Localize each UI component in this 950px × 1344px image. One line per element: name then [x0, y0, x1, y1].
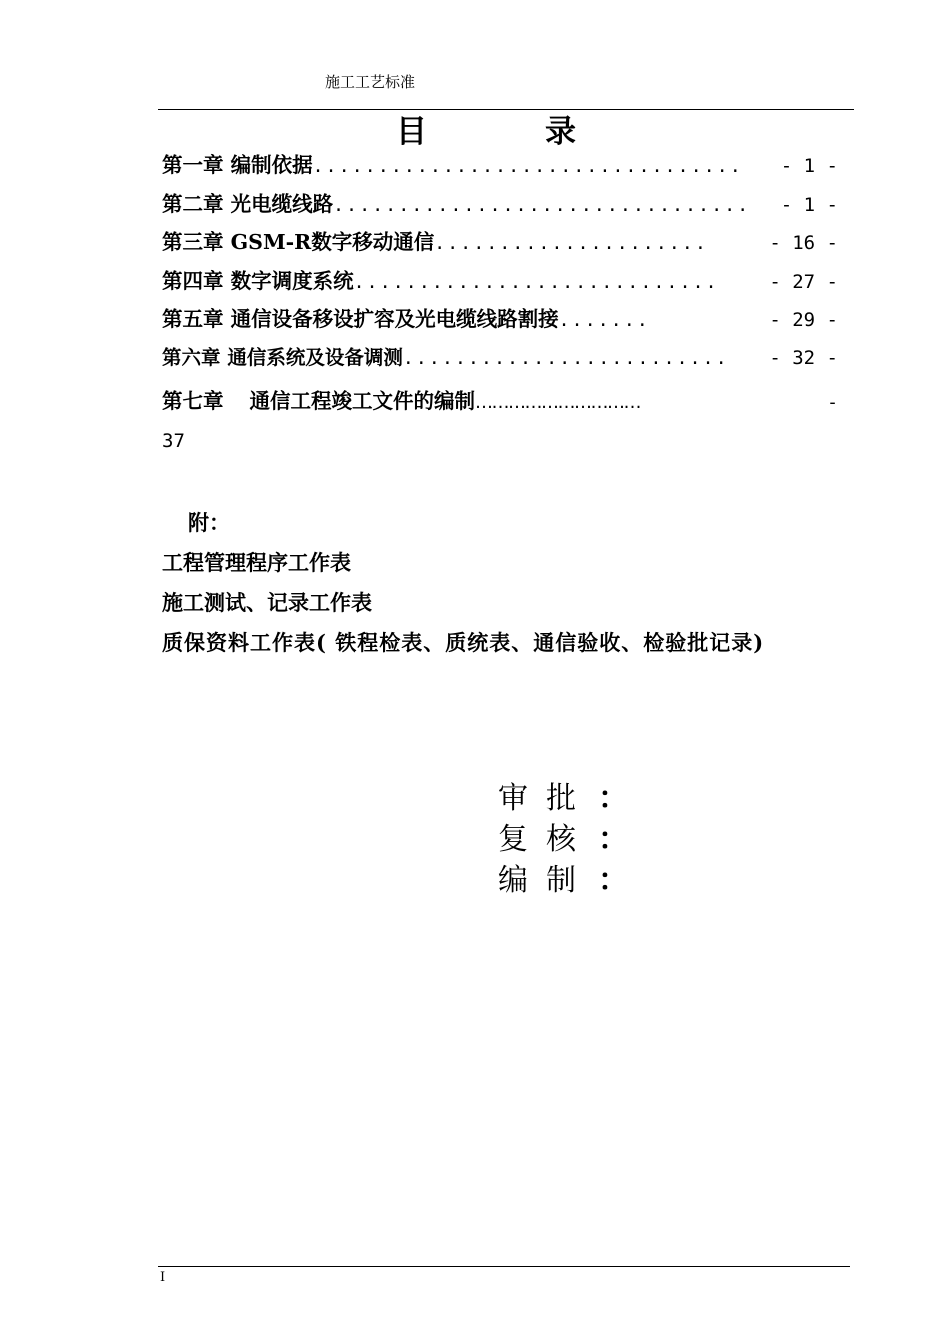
toc-page-number: - 29 -	[769, 309, 838, 332]
toc-chapter: 第五章	[162, 307, 224, 332]
footer-rule	[158, 1266, 850, 1267]
signoff-block	[498, 778, 628, 901]
toc-entry-label	[162, 382, 475, 420]
toc-entry-label	[162, 146, 313, 185]
toc-chapter: 第二章	[162, 191, 224, 216]
toc-entry-6[interactable]	[162, 339, 838, 378]
toc-chapter: 第六章	[162, 345, 221, 369]
signoff-colon: ：	[598, 781, 628, 816]
signoff-label: 编制	[498, 863, 594, 898]
toc-entry-7[interactable]	[162, 382, 838, 460]
toc-entry-1[interactable]	[162, 146, 838, 185]
toc-leader: ............................	[353, 271, 719, 293]
signoff-colon: ：	[598, 822, 628, 857]
toc-entry-label	[162, 223, 434, 262]
toc-leader: …………………………	[475, 392, 640, 413]
toc-page-number: - 16 -	[769, 232, 838, 255]
toc-chapter-title: 通信系统及设备调测	[227, 345, 403, 369]
toc-page-number: - 1 -	[780, 155, 838, 177]
toc-entry-5[interactable]	[162, 300, 838, 339]
running-header: 施工工艺标准	[325, 73, 416, 91]
toc-chapter: 第七章	[162, 389, 224, 413]
toc-entry-4[interactable]	[162, 262, 838, 301]
signoff-approve	[498, 778, 628, 819]
toc-page-dash: -	[827, 392, 838, 413]
toc-list	[162, 146, 838, 378]
signoff-colon: ：	[598, 863, 628, 898]
appendix-section	[162, 503, 852, 663]
toc-chapter-title: 通信设备移设扩容及光电缆线路割接	[230, 307, 559, 332]
toc-chapter-title: 光电缆线路	[230, 191, 334, 216]
toc-entry-2[interactable]	[162, 185, 838, 224]
toc-chapter-title: 编制依据	[230, 153, 313, 177]
toc-entry-label	[162, 339, 403, 378]
toc-chapter: 第一章	[162, 153, 224, 177]
toc-chapter: 第三章	[162, 230, 224, 255]
appendix-heading: 附：	[188, 510, 230, 535]
toc-chapter-title: 数字调度系统	[230, 268, 354, 293]
toc-title: 目录	[396, 114, 694, 150]
toc-entry-label	[162, 185, 333, 224]
toc-chapter-title: GSM-R数字移动通信	[230, 230, 435, 255]
signoff-label: 审批	[498, 781, 594, 816]
toc-chapter-title: 通信工程竣工文件的编制	[249, 389, 475, 413]
toc-leader: ................................	[333, 194, 751, 216]
signoff-label: 复核	[498, 822, 594, 857]
toc-chapter: 第四章	[162, 268, 224, 293]
toc-leader: .....................	[434, 233, 708, 255]
appendix-item-3: 质保资料工作表( 铁程检表、质统表、通信验收、检验批记录)	[162, 630, 765, 655]
toc-leader: .......	[558, 310, 650, 332]
toc-entry-label	[162, 300, 559, 339]
footer-page-number: I	[160, 1270, 166, 1285]
signoff-compile	[498, 860, 628, 901]
toc-page-number: - 32 -	[769, 346, 838, 369]
toc-entry-label	[162, 262, 354, 301]
toc-page-number: - 27 -	[769, 270, 838, 293]
appendix-item-2: 施工测试、记录工作表	[162, 590, 372, 615]
header-rule	[158, 109, 854, 110]
signoff-review	[498, 819, 628, 860]
toc-entry-7-row	[162, 382, 838, 422]
toc-entry-3[interactable]	[162, 223, 838, 262]
appendix-item-1: 工程管理程序工作表	[162, 550, 351, 575]
toc-leader: .........................	[402, 347, 729, 369]
toc-page-number: - 1 -	[780, 193, 838, 216]
toc-leader: .................................	[312, 156, 743, 177]
toc-page-number: 37	[162, 430, 185, 452]
